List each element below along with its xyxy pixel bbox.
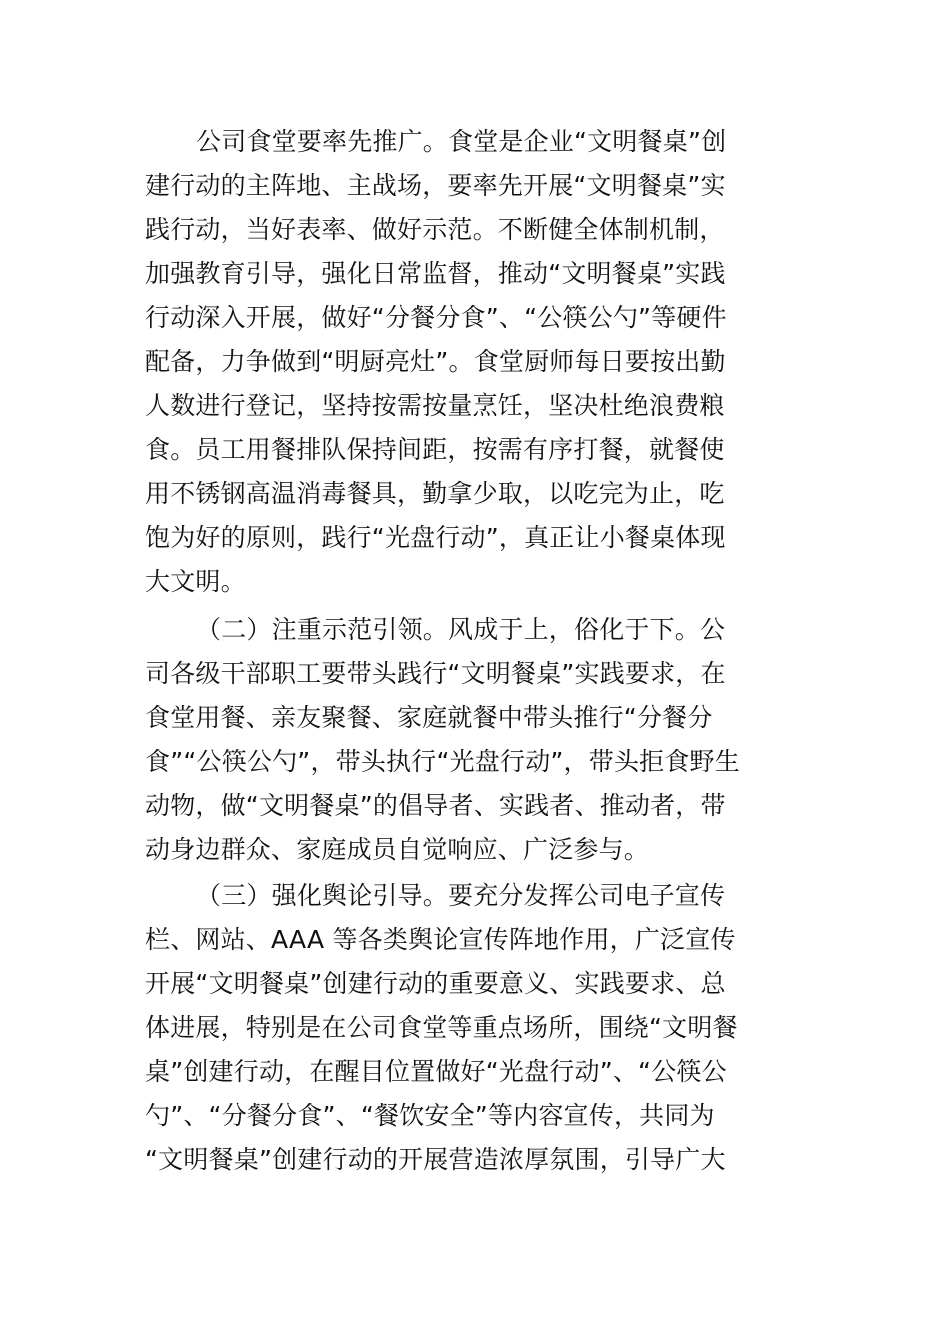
paragraph-1-line-10: 饱为好的原则，践行“光盘行动”，真正让小餐桌体现	[145, 523, 726, 552]
paragraph-1-line-3: 践行动，当好表率、做好示范。不断健全体制机制，	[145, 215, 725, 244]
paragraph-1-line-7: 人数进行登记，坚持按需按量烹饪，坚决杜绝浪费粮	[145, 391, 725, 420]
paragraph-2-line-6: 动身边群众、家庭成员自觉响应、广泛参与。	[145, 835, 650, 864]
paragraph-3-line-7: “文明餐桌”创建行动的开展营造浓厚氛围，引导广大	[145, 1145, 726, 1174]
paragraph-3-line-4: 体进展，特别是在公司食堂等重点场所，围绕“文明餐	[145, 1013, 738, 1042]
paragraph-1-line-8: 食。员工用餐排队保持间距，按需有序打餐，就餐使	[145, 435, 725, 464]
paragraph-3-line-3: 开展“文明餐桌”创建行动的重要意义、实践要求、总	[145, 969, 726, 998]
paragraph-1-line-2: 建行动的主阵地、主战场，要率先开展“文明餐桌”实	[145, 171, 726, 200]
paragraph-3-line-1: （三）强化舆论引导。要充分发挥公司电子宣传	[196, 881, 726, 910]
paragraph-2-line-4: 食”“公筷公勺”，带头执行“光盘行动”，带头拒食野生	[145, 747, 740, 776]
paragraph-1-line-4: 加强教育引导，强化日常监督，推动“文明餐桌”实践	[145, 259, 726, 288]
paragraph-3-line-5: 桌”创建行动，在醒目位置做好“光盘行动”、“公筷公	[145, 1057, 727, 1086]
paragraph-1-line-11: 大文明。	[145, 567, 246, 596]
paragraph-2-line-3: 食堂用餐、亲友聚餐、家庭就餐中带头推行“分餐分	[145, 703, 713, 732]
paragraph-1-line-1: 公司食堂要率先推广。食堂是企业“文明餐桌”创	[196, 127, 727, 156]
paragraph-1-line-9: 用不锈钢高温消毒餐具，勤拿少取，以吃完为止，吃	[145, 479, 725, 508]
paragraph-3-line-6: 勺”、“分餐分食”、“餐饮安全”等内容宣传，共同为	[145, 1101, 715, 1130]
paragraph-1-line-5: 行动深入开展，做好“分餐分食”、“公筷公勺”等硬件	[145, 303, 727, 332]
paragraph-2-line-1: （二）注重示范引领。风成于上，俗化于下。公	[196, 615, 726, 644]
paragraph-2-line-2: 司各级干部职工要带头践行“文明餐桌”实践要求，在	[145, 659, 726, 688]
paragraph-2-line-5: 动物，做“文明餐桌”的倡导者、实践者、推动者，带	[145, 791, 726, 820]
paragraph-3-line-2: 栏、网站、AAA 等各类舆论宣传阵地作用，广泛宣传	[145, 925, 736, 954]
paragraph-1-line-6: 配备，力争做到“明厨亮灶”。食堂厨师每日要按出勤	[145, 347, 726, 376]
